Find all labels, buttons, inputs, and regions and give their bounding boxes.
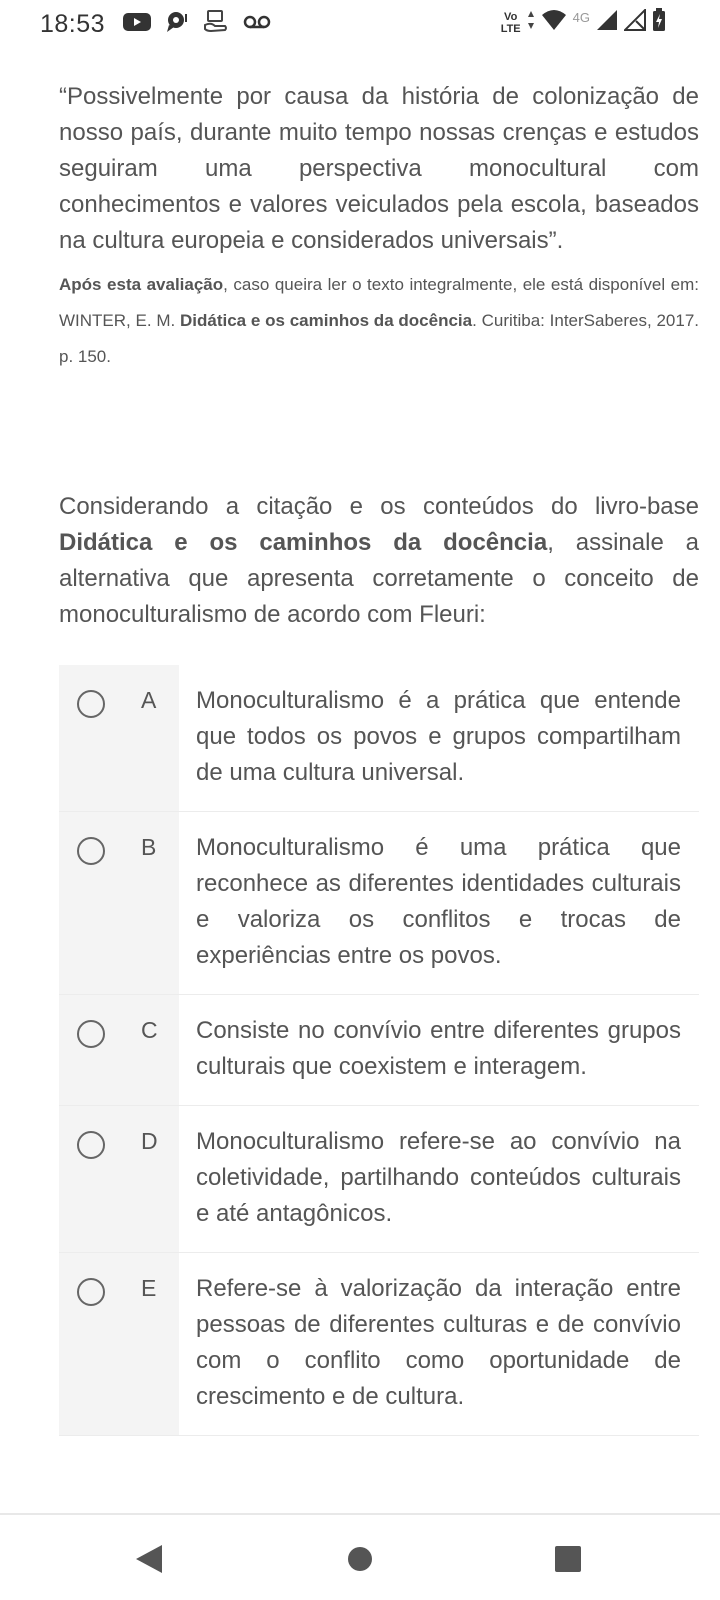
wifi-icon <box>541 9 567 36</box>
citation-bold-lead: Após esta avaliação <box>59 275 224 294</box>
option-text[interactable]: Monoculturalismo é a prática que entende que todos os povos e grupos compartilham de uma cultura universal. <box>196 687 681 786</box>
network-type-label: 4G <box>572 10 590 25</box>
citation-text-2: . Curitiba: InterSaberes, 2017. p. 150. <box>59 311 700 366</box>
question-text-2: , assinale a alternativa que apresenta corretamente o conceito de monoculturalismo de acordo com Fleuri: <box>59 529 700 628</box>
question-content <box>59 79 699 633</box>
option-b[interactable] <box>59 812 699 995</box>
home-icon[interactable] <box>348 1547 372 1571</box>
lte-label: LTE <box>500 22 521 35</box>
battery-icon <box>652 8 666 37</box>
option-letter: D <box>141 1128 158 1154</box>
radio-button[interactable] <box>77 1020 105 1048</box>
option-letter: A <box>141 687 157 713</box>
option-e[interactable] <box>59 1253 699 1436</box>
question-text-1: Considerando a citação e os conteúdos do livro-base <box>59 493 699 520</box>
option-a[interactable] <box>59 665 699 812</box>
option-text[interactable]: Monoculturalismo é uma prática que reconhece as diferentes identidades culturais e valoriza os conflitos e trocas de experiências entre os povos. <box>196 834 681 969</box>
signal-no-data-icon <box>624 9 646 36</box>
option-text[interactable]: Consiste no convívio entre diferentes grupos culturais que coexistem e interagem. <box>196 1017 681 1080</box>
data-arrows-icon <box>527 10 535 35</box>
status-time: 18:53 <box>40 9 106 38</box>
option-letter: B <box>141 834 157 860</box>
back-icon[interactable] <box>136 1545 162 1573</box>
option-letter: C <box>141 1017 158 1043</box>
option-text[interactable]: Monoculturalismo refere-se ao convívio na coletividade, partilhando conteúdos culturais e até antagônicos. <box>196 1128 681 1227</box>
voicemail-icon <box>243 14 271 35</box>
youtube-icon <box>123 12 151 37</box>
signal-icon <box>596 9 618 36</box>
option-d[interactable] <box>59 1106 699 1253</box>
chat-bubble-icon <box>165 11 189 38</box>
citation-paragraph <box>59 267 699 375</box>
accessibility-icon <box>203 10 229 39</box>
citation-book-title: Didática e os caminhos da docência <box>180 311 473 330</box>
navigation-bar <box>0 1513 720 1600</box>
option-text[interactable]: Refere-se à valorização da interação entre pessoas de diferentes culturas e de convívio com o conflito como oportunidade de crescimento e de cultura. <box>196 1275 681 1410</box>
citation-text-1: , caso queira ler o texto integralmente, ele está disponível em: WINTER, E. M. <box>59 275 699 330</box>
quote-paragraph: “Possivelmente por causa da história de colonização de nosso país, durante muito tempo nossas crenças e estudos seguiram uma perspectiva monocultural com conhecimentos e valores veiculados pela escola, baseados na cultura europeia e considerados universais”. <box>59 83 699 254</box>
question-book-title: Didática e os caminhos da docência <box>59 529 548 556</box>
status-bar <box>0 0 720 48</box>
question-paragraph <box>59 489 699 633</box>
option-c[interactable] <box>59 995 699 1106</box>
radio-button[interactable] <box>77 1131 105 1159</box>
option-letter: E <box>141 1275 157 1301</box>
recents-icon[interactable] <box>555 1546 581 1572</box>
volte-indicator <box>501 11 521 35</box>
volte-label: Vo <box>504 10 518 23</box>
radio-button[interactable] <box>77 837 105 865</box>
answer-options <box>59 665 699 1436</box>
radio-button[interactable] <box>77 1278 105 1306</box>
radio-button[interactable] <box>77 690 105 718</box>
